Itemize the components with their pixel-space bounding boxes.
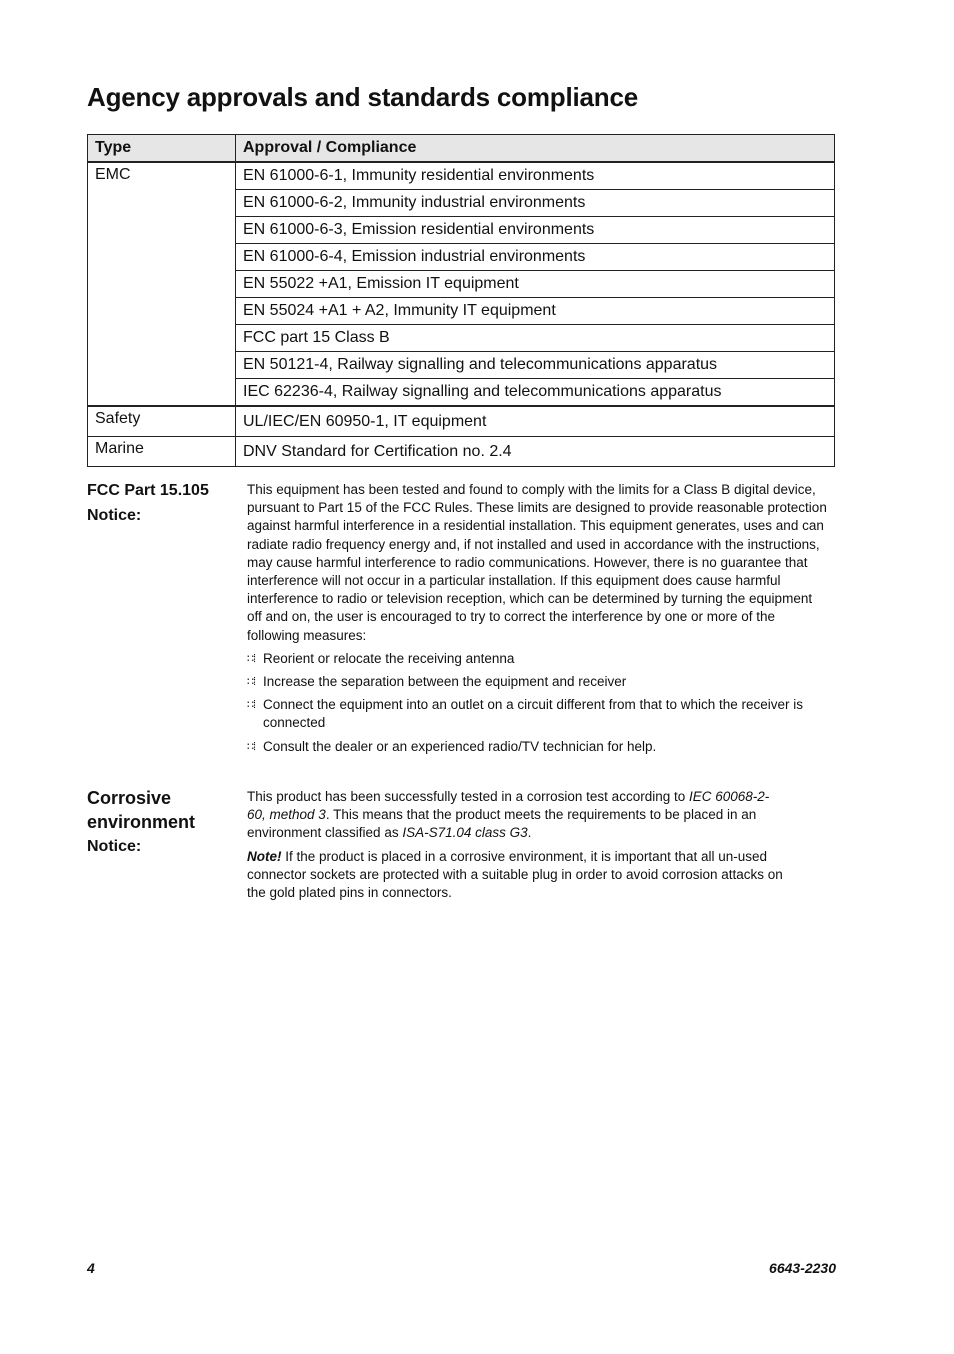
list-item: [247, 650, 827, 668]
class-reference: ISA-S71.04 class G3: [402, 825, 528, 841]
list-item: [247, 738, 827, 756]
fcc-notice-label: [87, 478, 237, 528]
measure-text: Reorient or relocate the receiving antenna: [263, 650, 515, 666]
measures-list: [247, 650, 827, 756]
table-row: [88, 406, 835, 437]
note-label: Note!: [247, 848, 282, 864]
corrosive-text: This product has been successfully tested in a corrosion test according to: [247, 789, 689, 804]
approval-cell: DNV Standard for Certification no. 2.4: [236, 437, 835, 467]
fcc-notice-body: [247, 481, 827, 761]
approval-cell: EN 55024 +A1 + A2, Immunity IT equipment: [236, 298, 835, 325]
table-header-row: [88, 135, 835, 163]
approval-cell: FCC part 15 Class B: [236, 325, 835, 352]
approval-cell: EN 61000-6-4, Emission industrial environments: [236, 244, 835, 271]
approval-cell: UL/IEC/EN 60950-1, IT equipment: [236, 406, 835, 437]
header-approval: Approval / Compliance: [236, 135, 835, 163]
document-number: 6643-2230: [769, 1260, 836, 1276]
fcc-paragraph: This equipment has been tested and found to comply with the limits for a Class B digital device, pursuant to Part 15 of the FCC Rules. These limits are designed to provide reasonable protection against harmful interference in a residential installation. This equipment generates, uses and can radiate radio frequency energy and, if not installed and used in accordance with the instructions, may cause harmful interference to radio communications. However, there is no guarantee that interference will not occur in a particular installation. If this equipment does cause harmful interference to radio or television reception, which can be determined by turning the equipment off and on, the user is encouraged to try to correct the interference by one or more of the following measures:: [247, 482, 827, 643]
corrosive-paragraph: [247, 788, 787, 843]
note-paragraph: [247, 848, 787, 903]
approvals-table: [87, 134, 835, 467]
measure-text: Connect the equipment into an outlet on a circuit different from that to which the receiver is connected: [263, 697, 804, 731]
corrosive-label-line1: Corrosive: [87, 788, 172, 808]
approval-cell: EN 61000-6-2, Immunity industrial environments: [236, 190, 835, 217]
corrosive-label-line2: environment: [87, 812, 196, 832]
grid-bullet-icon: ∷⁞: [247, 676, 256, 689]
grid-bullet-icon: ∷⁞: [247, 699, 256, 712]
type-cell-emc: EMC: [88, 162, 236, 406]
approval-cell: IEC 62236-4, Railway signalling and telecommunications apparatus: [236, 379, 835, 407]
page-number: 4: [87, 1260, 95, 1276]
corrosive-label-line3: Notice:: [87, 838, 142, 855]
approval-cell: EN 61000-6-3, Emission residential environments: [236, 217, 835, 244]
corrosive-notice-body: [247, 788, 787, 902]
type-cell-marine: Marine: [88, 437, 236, 467]
list-item: [247, 696, 827, 732]
corrosive-notice-label: [87, 786, 237, 859]
measure-text: Increase the separation between the equipment and receiver: [263, 674, 627, 690]
table-row: [88, 437, 835, 467]
approval-cell: EN 61000-6-1, Immunity residential environments: [236, 162, 835, 190]
grid-bullet-icon: ∷⁞: [247, 652, 256, 665]
note-text: If the product is placed in a corrosive environment, it is important that all un-used connector sockets are protected with a suitable plug in order to avoid corrosion attacks on the gold plated pins in connectors.: [247, 848, 783, 901]
measure-text: Consult the dealer or an experienced radio/TV technician for help.: [263, 738, 657, 754]
corrosive-text: . This means that the product meets the requirements to be placed in an environment classified as: [247, 807, 757, 841]
list-item: [247, 673, 827, 691]
corrosive-text: .: [527, 825, 532, 841]
type-cell-safety: Safety: [88, 406, 236, 437]
page-title: Agency approvals and standards compliance: [87, 82, 638, 112]
fcc-label-line2: Notice:: [87, 507, 142, 524]
grid-bullet-icon: ∷⁞: [247, 740, 256, 753]
table-row: [88, 162, 835, 190]
fcc-label-line1: FCC Part 15.105: [87, 482, 209, 499]
approval-cell: EN 55022 +A1, Emission IT equipment: [236, 271, 835, 298]
approval-cell: EN 50121-4, Railway signalling and telecommunications apparatus: [236, 352, 835, 379]
standard-reference: IEC 60068-2-60, method 3: [247, 789, 770, 823]
header-type: Type: [88, 135, 236, 163]
